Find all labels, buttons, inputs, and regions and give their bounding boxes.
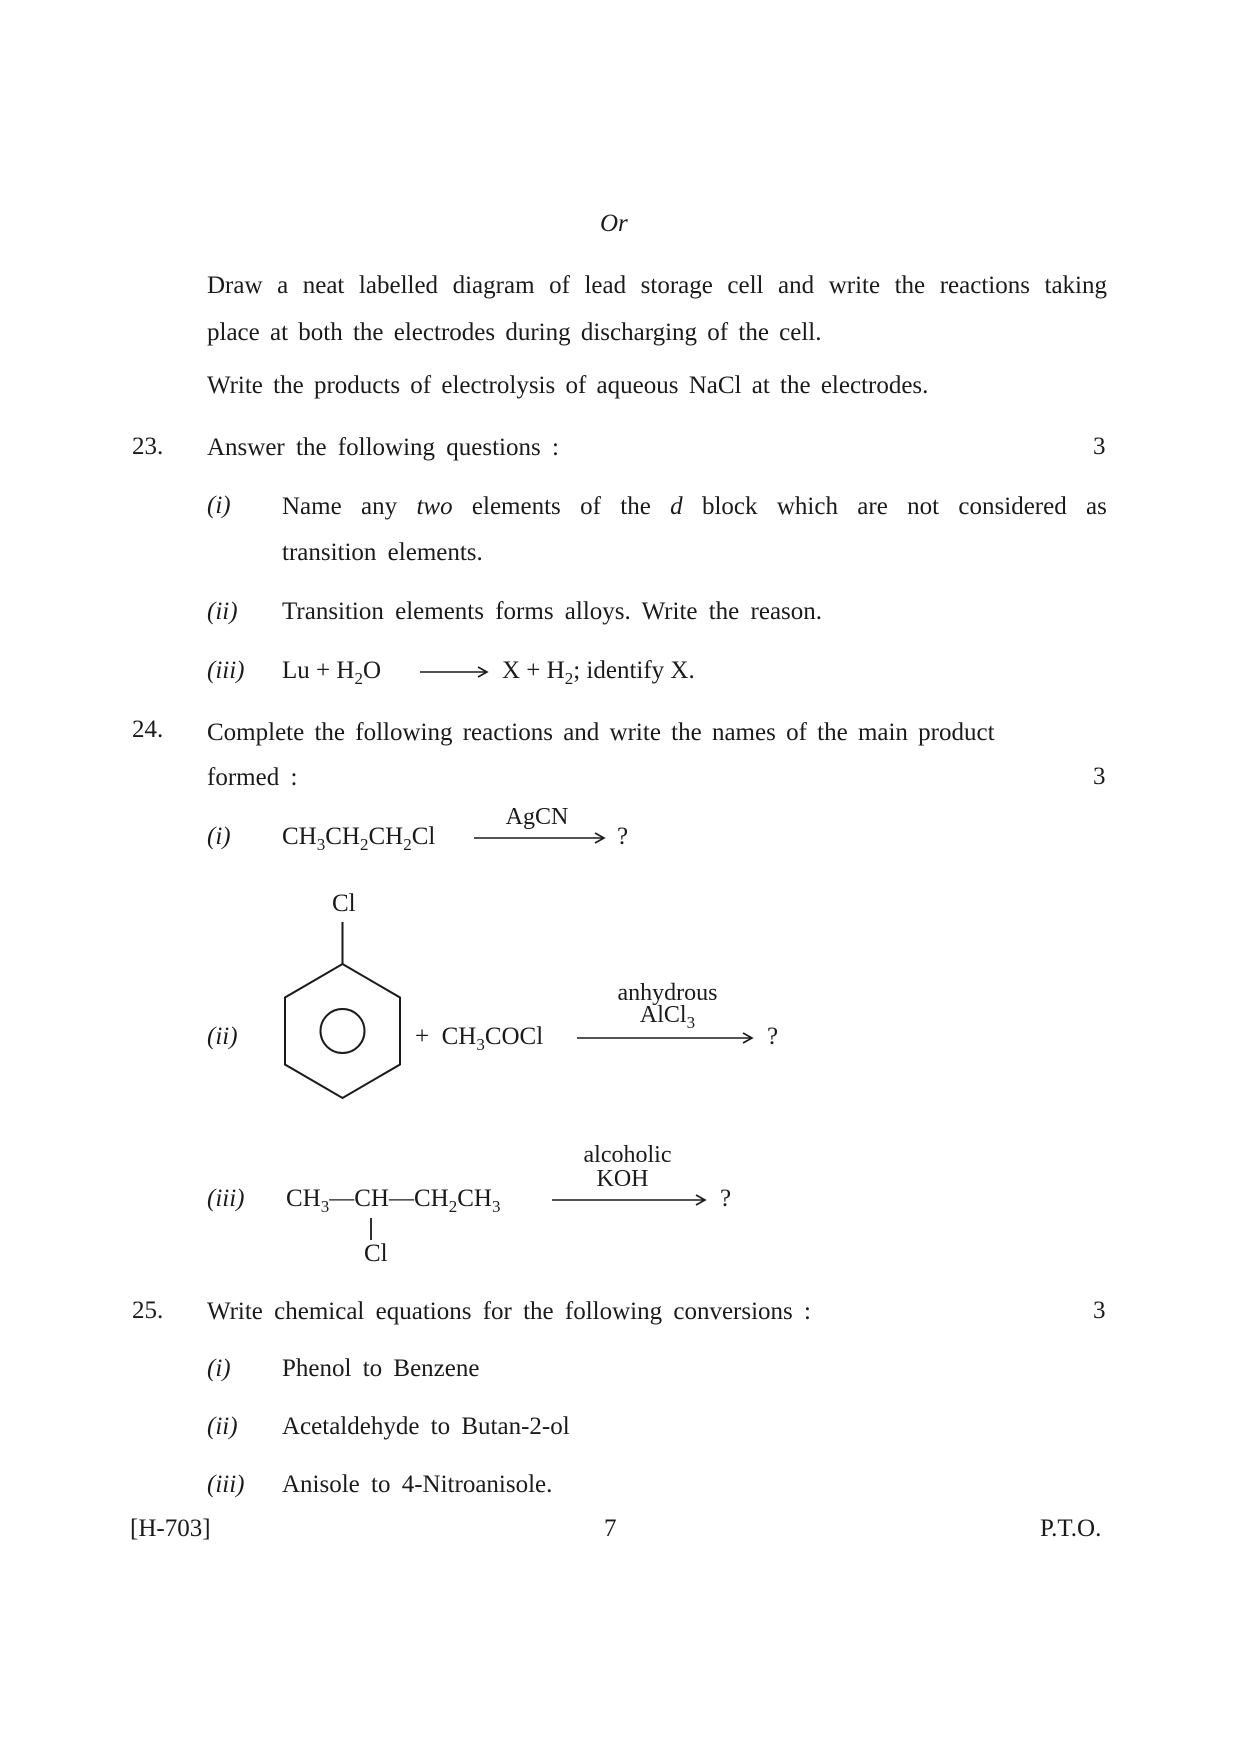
word: of (580, 493, 601, 520)
q23-text: Answer the following questions : (207, 434, 559, 461)
q24-number: 24. (132, 716, 164, 743)
q24-line1: Complete the following reactions and write the names of the main product (207, 719, 995, 746)
chloro-substituent: Cl (332, 890, 356, 917)
q24-line2: formed : (207, 764, 298, 791)
product-placeholder: ? (767, 1023, 779, 1050)
q25-i-label: (i) (207, 1355, 231, 1382)
reagent-koh: KOH (596, 1166, 649, 1192)
q25-i-text: Phenol to Benzene (282, 1355, 480, 1382)
product-placeholder: ? (720, 1185, 732, 1212)
reaction-arrow (550, 1188, 708, 1212)
page-number: 7 (604, 1515, 617, 1542)
subscript: 2 (564, 669, 574, 688)
lhs-text-2: O (362, 657, 381, 684)
word: Name (282, 493, 342, 520)
q23-iii-rhs (502, 657, 695, 688)
q23-ii-text: Transition elements forms alloys. Write the reason. (282, 598, 823, 625)
or-heading: Or (600, 210, 628, 237)
exam-code: [H-703] (130, 1515, 211, 1542)
q25-iii-label: (iii) (207, 1471, 245, 1498)
reagent-anhydrous: anhydrous (617, 980, 718, 1006)
q25-iii-text: Anisole to 4-Nitroanisole. (282, 1471, 553, 1498)
word: considered (958, 493, 1067, 520)
chlorobenzene-structure (280, 920, 405, 1100)
reaction-arrow (472, 826, 607, 850)
rhs-text-2: ; identify X. (573, 657, 695, 684)
q25-marks: 3 (1093, 1297, 1106, 1324)
reaction-arrow (418, 660, 490, 684)
q23-ii-label: (ii) (207, 598, 238, 625)
reagent-agcn: AgCN (505, 804, 569, 830)
reactant-propyl-chloride: $CH_3CH_2CH_2Cl$ (282, 823, 436, 854)
product-placeholder: ? (617, 823, 629, 850)
lhs-text: Lu + H (282, 657, 355, 684)
pto-label: P.T.O. (1040, 1515, 1102, 1542)
q23-i-line2: transition elements. (282, 539, 483, 566)
q24-ii-label: (ii) (207, 1023, 238, 1050)
word: elements (471, 493, 561, 520)
q25-ii-text: Acetaldehyde to Butan-2-ol (282, 1413, 570, 1440)
q25-number: 25. (132, 1297, 164, 1324)
q24-marks: 3 (1093, 763, 1106, 790)
q24-i-label: (i) (207, 823, 231, 850)
q24-iii-label: (iii) (207, 1185, 245, 1212)
reagent-alcl3 (575, 1002, 760, 1032)
rhs-text: X + H (502, 657, 565, 684)
reagent-alcoholic: alcoholic (583, 1142, 672, 1168)
branch-chlorine: Cl (364, 1240, 388, 1267)
intro-paragraph-2: Write the products of electrolysis of aqueous NaCl at the electrodes. (207, 372, 929, 399)
subscript: 3 (686, 1013, 696, 1032)
subscript: 2 (354, 669, 363, 688)
q23-i-label: (i) (207, 492, 231, 519)
reactant-2-chlorobutane: $CH_3—CH—CH_2CH_3$ (286, 1185, 501, 1216)
q23-iii-label: (iii) (207, 657, 245, 684)
reagent-text: AlCl (639, 1002, 687, 1028)
intro-paragraph-1: Draw a neat labelled diagram of lead storage cell and write the reactions taking place at both the electrodes during discharging of the cell. (207, 272, 1107, 346)
q23-i-em: two (416, 493, 453, 520)
reagent-acetyl-chloride: + $CH_3COCl$ (415, 1023, 544, 1054)
word: are (857, 493, 888, 520)
q23-i-line1 (282, 492, 1107, 522)
word: block (701, 493, 758, 520)
word: any (361, 493, 398, 520)
word: which (776, 493, 838, 520)
word: as (1086, 493, 1107, 520)
reaction-arrow (575, 1026, 755, 1050)
word: the (620, 493, 651, 520)
q23-marks: 3 (1093, 433, 1106, 460)
q23-number: 23. (132, 433, 164, 460)
branch-bond (365, 1216, 377, 1242)
word: not (907, 493, 940, 520)
q23-i-em2: d (670, 493, 683, 520)
q25-text: Write chemical equations for the following conversions : (207, 1298, 811, 1325)
q23-iii-lhs (282, 657, 381, 688)
q25-ii-label: (ii) (207, 1413, 238, 1440)
